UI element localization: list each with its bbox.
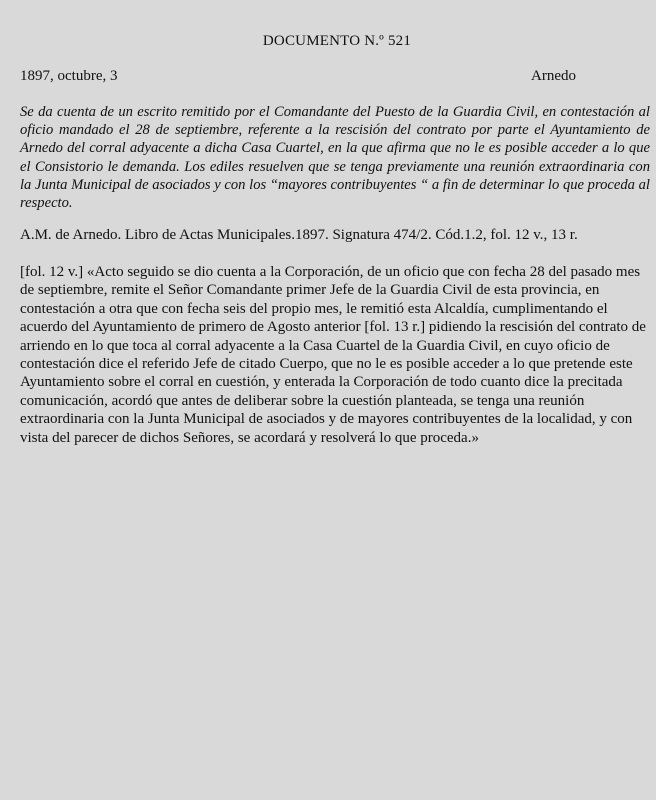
archival-source: A.M. de Arnedo. Libro de Actas Municipales.1897. Signatura 474/2. Cód.1.2, fol. 12 v., 13 r. bbox=[20, 227, 578, 243]
date-place-line bbox=[20, 68, 648, 85]
document-place: Arnedo bbox=[531, 68, 576, 84]
document-summary: Se da cuenta de un escrito remitido por el Comandante del Puesto de la Guardia Civil, en contestación al oficio mandado el 28 de septiembre, referente a la rescisión del contrato por parte el Ayuntamiento de Arnedo del corral adyacente a dicha Casa Cuartel, en la que afirma que no le es posible acceder a lo que el Consistorio le demanda. Los ediles resuelven que se tenga previamente una reunión extraordinaria con la Junta Municipal de asociados y con los “mayores contribuyentes “ a fin de determinar lo que proceda al respecto. bbox=[20, 104, 650, 212]
document-title: DOCUMENTO N.º 521 bbox=[262, 33, 412, 49]
transcription-body: [fol. 12 v.] «Acto seguido se dio cuenta a la Corporación, de un oficio que con fecha 28 del pasado mes de septiembre, remite el Señor Comandante primer Jefe de la Guardia Civil de esta provincia, en contestación a otra que con fecha seis del propio mes, le remitió esta Alcaldía, cumplimentando el acuerdo del Ayuntamiento de primero de Agosto anterior [fol. 13 r.] pidiendo la rescisión del contrato de arriendo en lo que toca al corral adyacente a la Casa Cuartel de la Guardia Civil, en cuyo oficio de contestación dice el referido Jefe de citado Cuerpo, que no le es posible acceder a lo que pretende este Ayuntamiento sobre el corral en cuestión, y enterada la Corporación de todo cuanto dice la precitada comunicación, acordó que antes de deliberar sobre la cuestión planteada, se tenga una reunión extraordinaria con la Junta Municipal de asociados y de mayores contribuyentes de la localidad, y con vista del parecer de dichos Señores, se acordará y resolverá lo que proceda.» bbox=[20, 264, 646, 446]
document-date: 1897, octubre, 3 bbox=[20, 68, 118, 84]
